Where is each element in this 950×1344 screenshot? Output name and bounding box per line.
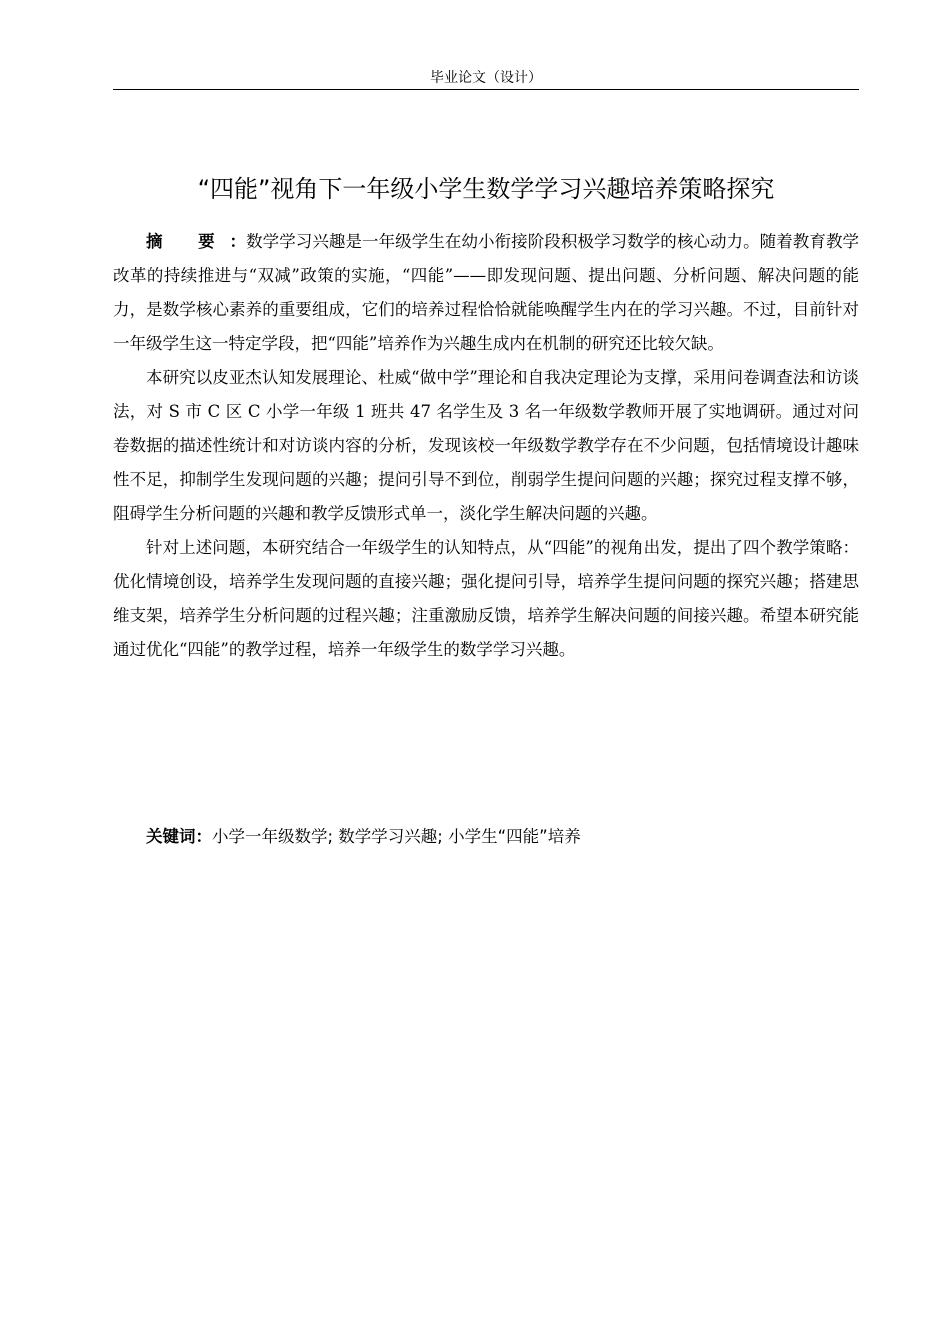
abstract-section	[113, 225, 859, 667]
keywords-line	[113, 820, 859, 854]
paper-title: “四能”视角下一年级小学生数学学习兴趣培养策略探究	[197, 175, 775, 204]
abstract-paragraph-1	[113, 225, 859, 361]
abstract-paragraph-2: 本研究以皮亚杰认知发展理论、杜威“做中学”理论和自我决定理论为支撑，采用问卷调查法和访谈法，对 S 市 C 区 C 小学一年级 1 班共 47 名学生及 3 名一年级数学教师开展了实地调研。通过对问卷数据的描述性统计和对访谈内容的分析，发现该校一年级数学教学存在不少问题，包括情境设计趣味性不足，抑制学生发现问题的兴趣；提问引导不到位，削弱学生提问问题的兴趣；探究过程支撑不够，阻碍学生分析问题的兴趣和教学反馈形式单一，淡化学生解决问题的兴趣。	[113, 368, 859, 523]
abstract-label-colon: ：	[229, 232, 247, 251]
abstract-text-1: 数学学习兴趣是一年级学生在幼小衔接阶段积极学习数学的核心动力。随着教育教学改革的持续推进与“双减”政策的实施，“四能”——即发现问题、提出问题、分析问题、解决问题的能力，是数学核心素养的重要组成，它们的培养过程恰恰就能唤醒学生内在的学习兴趣。不过，目前针对一年级学生这一特定学段，把“四能”培养作为兴趣生成内在机制的研究还比较欠缺。	[113, 232, 860, 353]
header-rule	[113, 89, 859, 90]
running-header: 毕业论文（设计）	[430, 70, 542, 86]
abstract-paragraph-3: 针对上述问题，本研究结合一年级学生的认知特点，从“四能”的视角出发，提出了四个教学策略：优化情境创设，培养学生发现问题的直接兴趣；强化提问引导，培养学生提问问题的探究兴趣；搭建思维支架，培养学生分析问题的过程兴趣；注重激励反馈，培养学生解决问题的间接兴趣。希望本研究能通过优化“四能”的教学过程，培养一年级学生的数学学习兴趣。	[113, 538, 859, 659]
keywords-text: 小学一年级数学; 数学学习兴趣; 小学生“四能”培养	[212, 827, 581, 846]
keywords-label: 关键词：	[146, 827, 212, 846]
abstract-label: 摘 要	[146, 232, 230, 251]
